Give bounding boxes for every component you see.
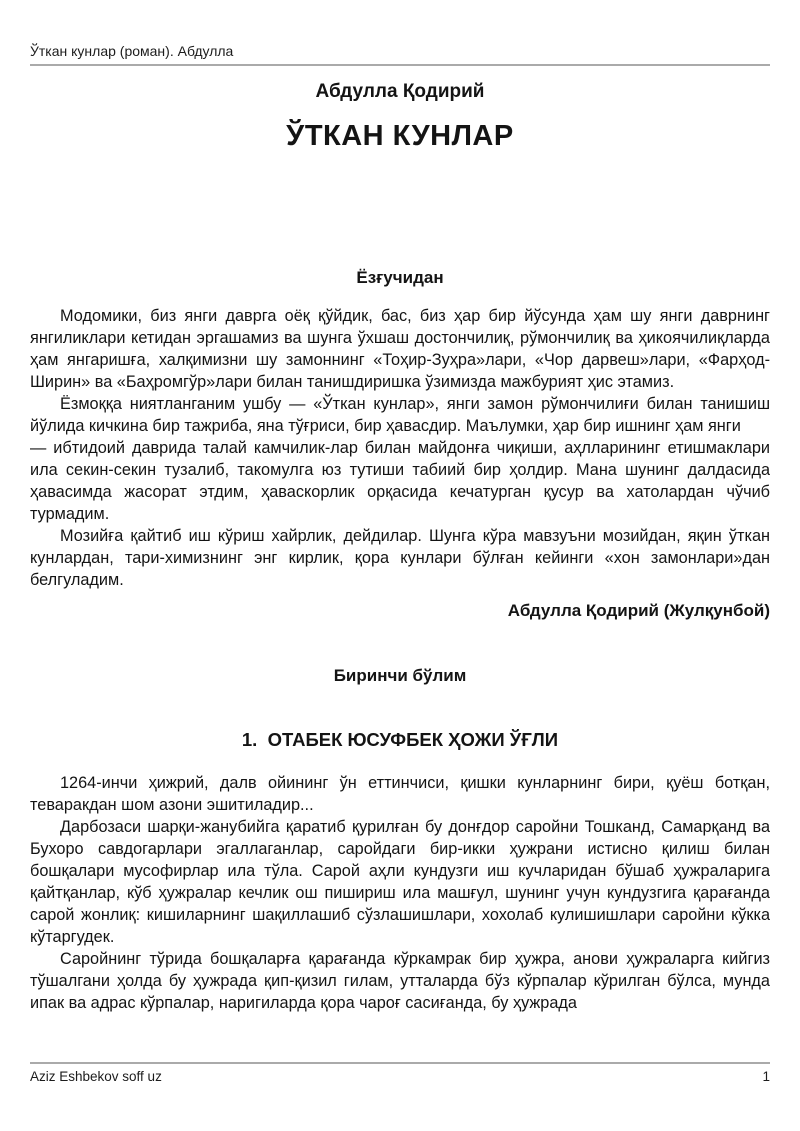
running-header-text: Ўткан кунлар (роман). Абдулла bbox=[30, 43, 234, 59]
chapter-paragraph-2: Дарбозаси шарқи-жанубийга қаратиб қурилған бу донғдор саройни Тошканд, Самарқанд ва Бухоро савдогарлари эгаллаганлар, саройдаги бир-икки ҳужрани истисно қилиш билан бошқалари мусофирлар ила тўла. Сарой аҳли кундузги иш кучларидан бўшаб ҳужраларига қайтқанлар, кўб ҳужралар кечлик ош пишириш ила машғул, шунинг учун кундузгига қарағанда сарой жонлиқ: кишиларнинг шақиллашиб сўзлашишлари, хохолаб кулишишлари саройни кўкка кўтаргудек. bbox=[30, 818, 770, 946]
footer-credit: Aziz Eshbekov soff uz bbox=[30, 1069, 162, 1084]
page-content bbox=[30, 66, 770, 1061]
preface-paragraph-1: Модомики, биз янги даврга оёқ қўйдик, бас, биз ҳар бир йўсунда ҳам шу янги даврнинг янгиликлари кетидан эргашамиз ва шунга ўхшаш достончилиқ, рўмончилиқ ва ҳикоячилиқларда ҳам янгаришға, халқимизни шу замоннинг «Тоҳир-Зуҳра»лари, «Чор дарвеш»лари, «Фарҳод-Ширин» ва «Баҳромгўр»лари билан танишдиришка ўзимизда мажбурият ҳис этамиз. bbox=[30, 307, 770, 391]
author-signature: Абдулла Қодирий (Жулқунбой) bbox=[507, 601, 770, 620]
chapter-heading: 1. ОТАБЕК ЮСУФБЕК ҲОЖИ ЎҒЛИ bbox=[241, 729, 559, 750]
preface-paragraph-3: — ибтидоий даврида талай камчилик-лар билан майдонға чиқиши, аҳлларининг етишмаклари ила секин-секин тузалиб, такомулга юз тутиши табиий бир ҳолдир. Мана шунинг далдасида ҳавасимда жасорат этдим, ҳаваскорлик орқасида кечатурган қусур ва хатолардан чўчиб турмадим. bbox=[30, 439, 770, 523]
author-name: Абдулла Қодирий bbox=[315, 81, 485, 102]
running-header bbox=[30, 43, 770, 66]
page-number: 1 bbox=[762, 1069, 770, 1084]
part-heading: Биринчи бўлим bbox=[333, 666, 467, 685]
preface-paragraph-4: Мозийға қайтиб иш кўриш хайрлик, дейдилар. Шунга кўра мавзуъни мозийдан, яқин ўткан кунлардан, тари-химизнинг энг кирлик, қора кунлари бўлған кейинги «хон замонлари»дан белгуладим. bbox=[30, 527, 770, 589]
chapter-paragraph-1: 1264-инчи ҳижрий, далв ойининг ўн еттинчиси, қишки кунларнинг бири, қуёш ботқан, теваракдан шом азони эшитиладир... bbox=[30, 774, 770, 814]
running-footer bbox=[30, 1062, 770, 1085]
preface-paragraph-2: Ёзмоққа ниятланганим ушбу — «Ўткан кунлар», янги замон рўмончилиғи билан танишиш йўлида кичкина бир тажриба, яна тўғриси, бир ҳавасдир. Маълумки, ҳар бир ишнинг ҳам янги bbox=[30, 395, 770, 435]
book-title: ЎТКАН КУНЛАР bbox=[286, 120, 514, 152]
preface-heading: Ёзғучидан bbox=[356, 268, 444, 287]
chapter-paragraph-3: Саройнинг тўрида бошқаларға қарағанда кўркамрак бир ҳужра, анови ҳужраларга кийгиз тўшалгани ҳолда бу ҳужрада қип-қизил гилам, утталарда бўз кўрпалар кўрилган бўлса, мунда ипак ва адрас кўрпалар, наригиларда қора чароғ сасиғанда, бу ҳужрада bbox=[30, 950, 770, 1012]
